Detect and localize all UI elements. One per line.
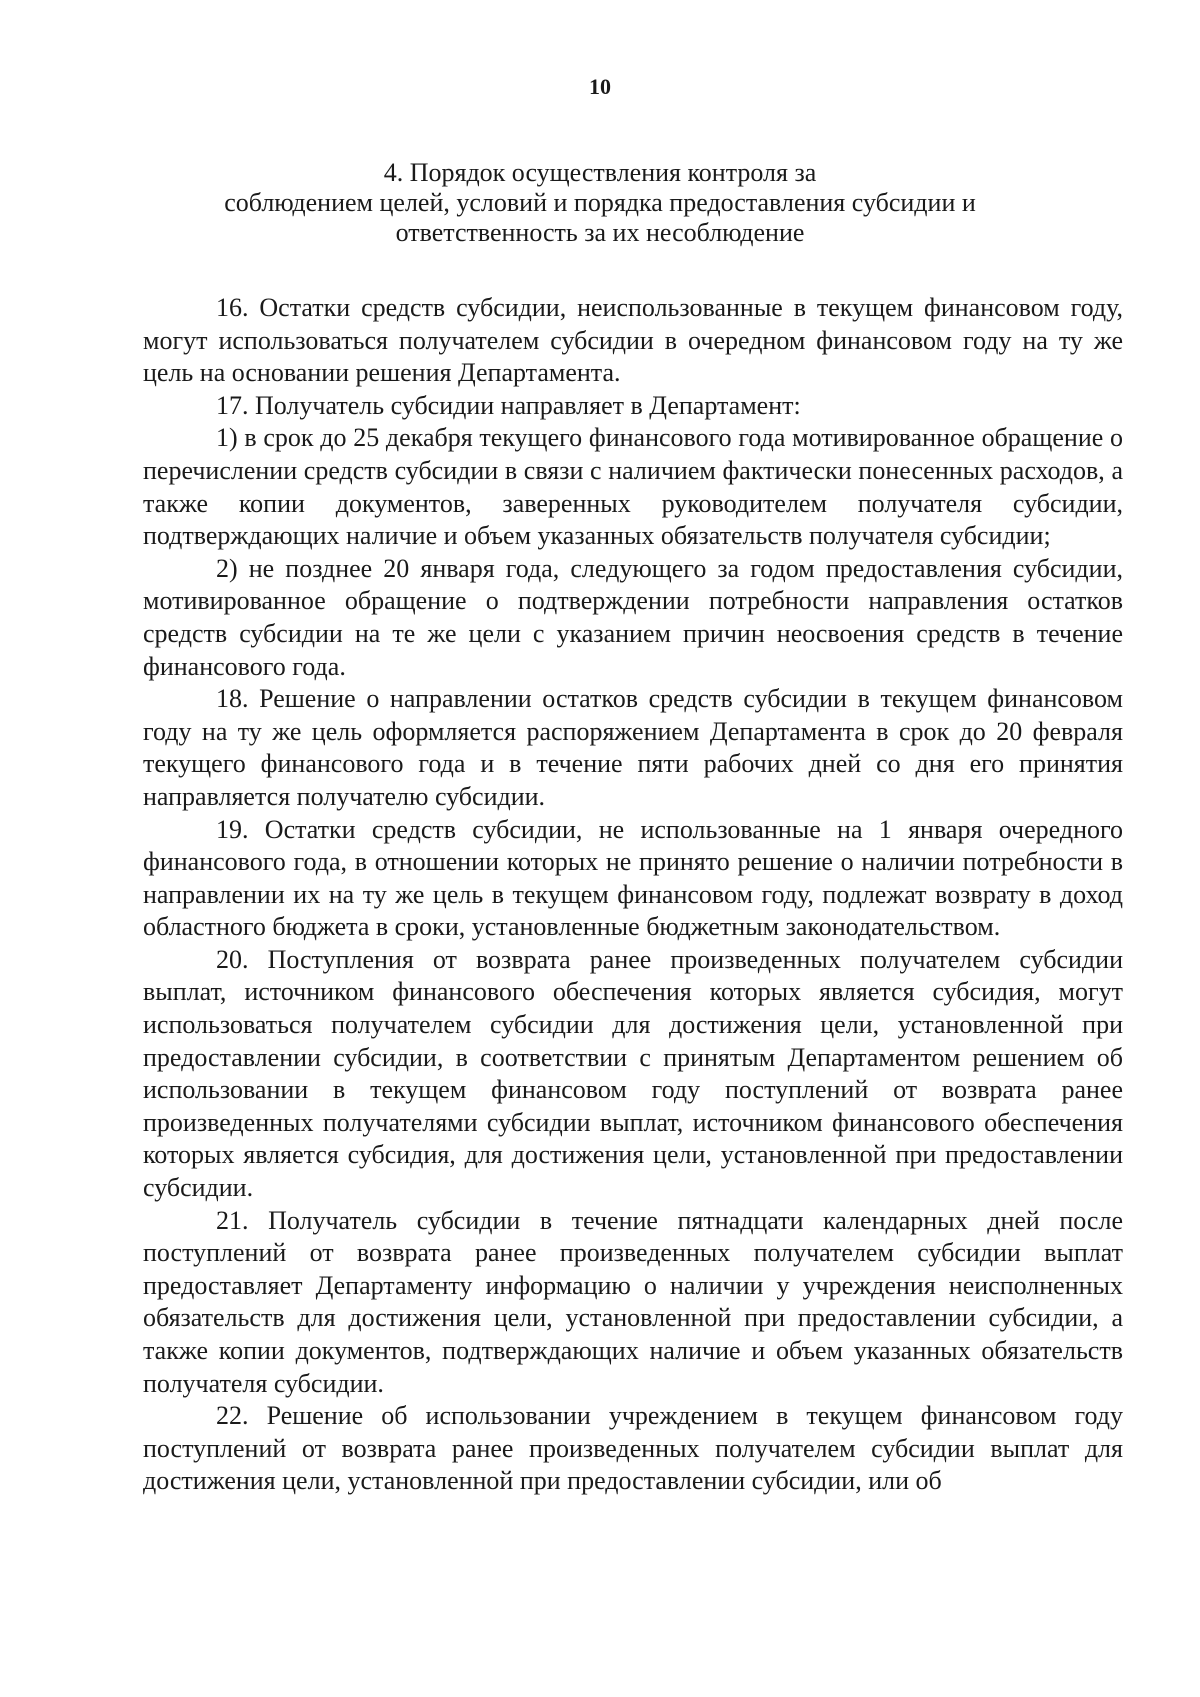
paragraph-19: 19. Остатки средств субсидии, не использованные на 1 января очередного финансового года, в отношении которых не принято решение о наличии потребности в направлении их на ту же цель в текущем финансовом году, подлежат возврату в доход областного бюджета в сроки, установленные бюджетным законодательством.	[143, 814, 1123, 942]
paragraph-17-item-1: 1) в срок до 25 декабря текущего финансового года мотивированное обращение о перечислении средств субсидии в связи с наличием фактически понесенных расходов, а также копии документов, заверенных руководителем получателя субсидии, подтверждающих наличие и объем указанных обязательств получателя субсидии;	[143, 423, 1123, 551]
section-heading-line: ответственность за их несоблюдение	[395, 218, 805, 247]
paragraph-17: 17. Получатель субсидии направляет в Департамент:	[216, 390, 801, 420]
paragraph-18: 18. Решение о направлении остатков средств субсидии в текущем финансовом году на ту же цель оформляется распоряжением Департамента в срок до 20 февраля текущего финансового года и в течение пяти рабочих дней со дня его принятия направляется получателю субсидии.	[143, 684, 1123, 811]
document-body	[143, 292, 1123, 1498]
section-heading	[150, 158, 1050, 248]
paragraph-22: 22. Решение об использовании учреждением в текущем финансовом году поступлений от возврата ранее произведенных получателем субсидии выплат для достижения цели, установленной при предоставлении субсидии, или об	[143, 1401, 1123, 1496]
section-heading-line: 4. Порядок осуществления контроля за	[383, 158, 817, 187]
page-number: 10	[589, 74, 611, 99]
section-heading-line: соблюдением целей, условий и порядка предоставления субсидии и	[224, 188, 976, 217]
paragraph-21: 21. Получатель субсидии в течение пятнадцати календарных дней после поступлений от возврата ранее произведенных получателем субсидии выплат предоставляет Департаменту информацию о наличии у учреждения неисполненных обязательств для достижения цели, установленной при предоставлении субсидии, а также копии документов, подтверждающих наличие и объем указанных обязательств получателя субсидии.	[143, 1205, 1123, 1398]
paragraph-16: 16. Остатки средств субсидии, неиспользованные в текущем финансовом году, могут использоваться получателем субсидии в очередном финансовом году на ту же цель на основании решения Департамента.	[143, 293, 1123, 388]
paragraph-20: 20. Поступления от возврата ранее произведенных получателем субсидии выплат, источником финансового обеспечения которых является субсидия, могут использоваться получателем субсидии для достижения цели, установленной при предоставлении субсидии, в соответствии с принятым Департаментом решением об использовании в текущем финансовом году поступлений от возврата ранее произведенных получателями субсидии выплат, источником финансового обеспечения которых является субсидия, для достижения цели, установленной при предоставлении субсидии.	[143, 944, 1123, 1203]
paragraph-17-item-2: 2) не позднее 20 января года, следующего за годом предоставления субсидии, мотивированное обращение о подтверждении потребности направления остатков средств субсидии на те же цели с указанием причин неосвоения средств в течение финансового года.	[143, 553, 1123, 681]
